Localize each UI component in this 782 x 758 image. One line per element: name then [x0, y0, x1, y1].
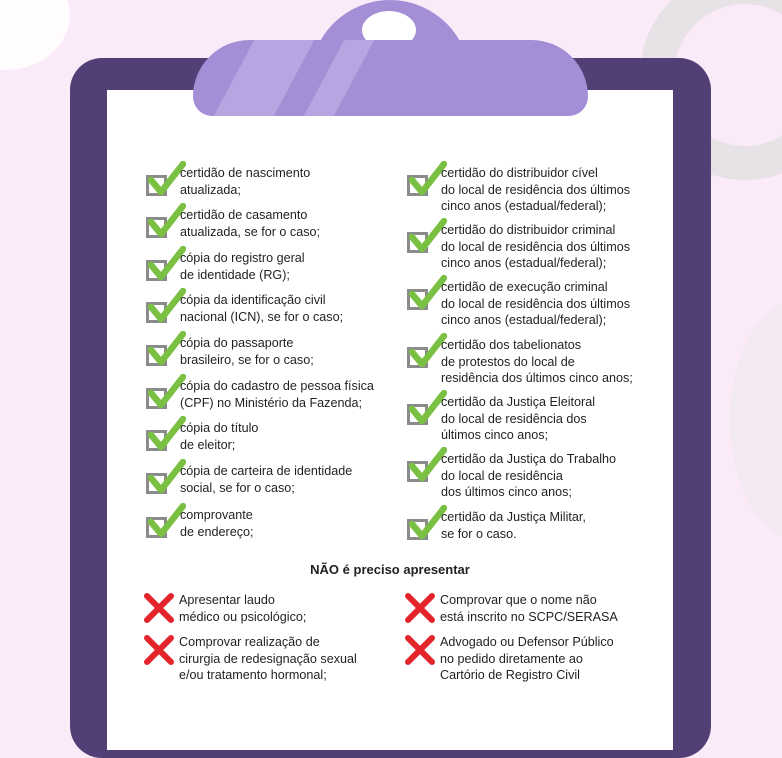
item-text [180, 507, 254, 540]
item-text [441, 165, 630, 215]
item-line: brasileiro, se for o caso; [180, 352, 314, 367]
item-line: comprovante [180, 508, 253, 522]
item-line: últimos cinco anos; [441, 428, 549, 442]
item-line: está inscrito no SCPC/SERASA [440, 609, 618, 624]
item-line: Advogado ou Defensor Público [440, 635, 614, 649]
cross-icon [143, 592, 175, 624]
item-line: atualizada, se for o caso; [180, 224, 321, 239]
not-required-item [404, 592, 654, 632]
not-required-heading: NÃO é preciso apresentar [310, 562, 470, 577]
item-text [180, 463, 352, 496]
item-line: cópia do passaporte [180, 336, 294, 350]
item-line: e/ou tratamento hormonal; [179, 668, 327, 682]
item-text [180, 378, 374, 411]
item-text [441, 222, 630, 272]
item-line: nacional (ICN), se for o caso; [180, 309, 344, 324]
item-line: de eleitor; [180, 437, 236, 452]
item-line: no pedido diretamente ao [440, 651, 583, 666]
cross-icon [143, 634, 175, 666]
item-text [180, 420, 258, 453]
item-text [440, 634, 614, 684]
item-line: do local de residência dos últimos [441, 182, 631, 197]
item-line: certidão do distribuidor criminal [441, 223, 616, 237]
item-line: certidão da Justiça do Trabalho [441, 452, 617, 466]
item-line: do local de residência dos [441, 411, 587, 426]
item-line: do local de residência [441, 468, 563, 483]
required-documents-left-list [146, 165, 386, 545]
not-required-item [404, 634, 654, 686]
clipboard-clip [193, 40, 588, 116]
background-blob-left [0, 0, 70, 70]
not-required-item [143, 634, 383, 686]
item-line: certidão do distribuidor cível [441, 166, 598, 180]
item-text [441, 451, 616, 501]
item-line: médico ou psicológico; [179, 609, 307, 624]
item-text [180, 207, 320, 240]
item-line: social, se for o caso; [180, 480, 295, 495]
item-line: certidão da Justiça Militar, [441, 510, 586, 524]
item-line: Apresentar laudo [179, 593, 275, 607]
item-text [441, 337, 633, 387]
item-line: certidão da Justiça Eleitoral [441, 395, 596, 409]
item-line: certidão de casamento [180, 208, 308, 222]
item-line: residência dos últimos cinco anos; [441, 371, 633, 385]
required-documents-right-list [407, 165, 657, 545]
item-line: cópia da identificação civil [180, 293, 326, 307]
item-text [441, 394, 595, 444]
clip-highlight [201, 40, 325, 116]
item-line: Comprovar que o nome não [440, 593, 597, 607]
item-line: dos últimos cinco anos; [441, 485, 572, 499]
item-line: de endereço; [180, 524, 254, 539]
item-line: cinco anos (estadual/federal); [441, 199, 607, 213]
item-text [441, 509, 586, 542]
item-text [180, 335, 314, 368]
item-line: cópia do cadastro de pessoa física [180, 379, 374, 393]
item-line: do local de residência dos últimos [441, 239, 631, 254]
item-line: cópia de carteira de identidade [180, 464, 353, 478]
item-line: se for o caso. [441, 526, 517, 541]
item-line: Comprovar realização de [179, 635, 320, 649]
item-text [440, 592, 618, 625]
item-text [179, 634, 357, 684]
item-line: Cartório de Registro Civil [440, 668, 580, 682]
item-line: de identidade (RG); [180, 267, 290, 282]
item-line: certidão dos tabelionatos [441, 338, 582, 352]
item-line: cinco anos (estadual/federal); [441, 256, 607, 270]
item-line: certidão de execução criminal [441, 280, 608, 294]
item-line: atualizada; [180, 182, 241, 197]
item-line: do local de residência dos últimos [441, 296, 631, 311]
not-required-item [143, 592, 383, 632]
item-text [180, 165, 310, 198]
cross-icon [404, 634, 436, 666]
item-text [441, 279, 630, 329]
item-line: de protestos do local de [441, 354, 575, 369]
item-line: cópia do registro geral [180, 251, 305, 265]
item-text [180, 292, 343, 325]
item-text [179, 592, 306, 625]
item-line: cinco anos (estadual/federal); [441, 313, 607, 327]
item-line: certidão de nascimento [180, 166, 311, 180]
item-line: cirurgia de redesignação sexual [179, 651, 357, 666]
item-line: (CPF) no Ministério da Fazenda; [180, 395, 362, 410]
item-line: cópia do título [180, 421, 259, 435]
item-text [180, 250, 305, 283]
cross-icon [404, 592, 436, 624]
background-blob-right [730, 300, 782, 540]
